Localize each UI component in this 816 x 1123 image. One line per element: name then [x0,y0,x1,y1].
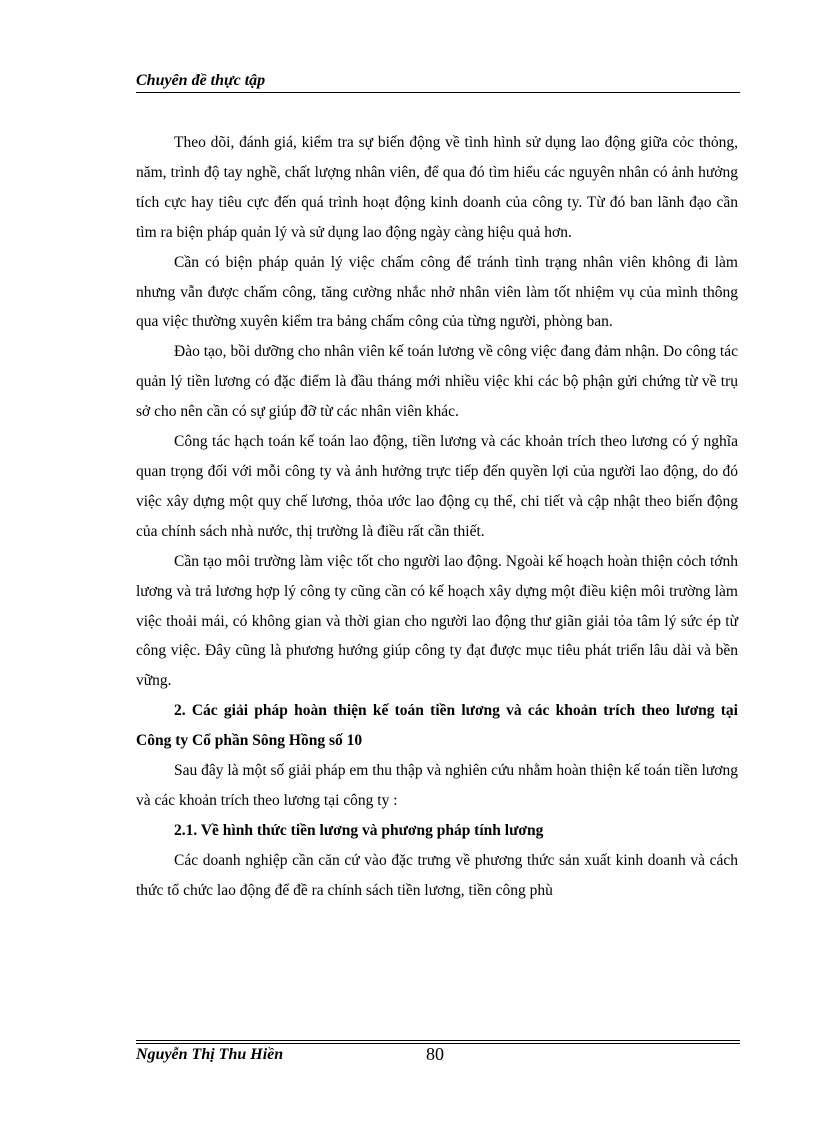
document-body [136,128,738,906]
section-intro: Sau đây là một số giải pháp em thu thập và nghiên cứu nhằm hoàn thiện kế toán tiền lương và các khoản trích theo lương tại công ty : [136,762,738,809]
subsection-text: Các doanh nghiệp cần căn cứ vào đặc trưng về phương thức sản xuất kinh doanh và cách thức tổ chức lao động để đề ra chính sách tiền lương, tiền công phù [136,851,738,899]
page-number: 80 [426,1044,444,1064]
footer-author: Nguyễn Thị Thu Hiền [136,1046,284,1063]
paragraph: Cần tạo môi trường làm việc tốt cho người lao động. Ngoài kế hoạch hoàn thiện cỏch tớnh lương và trả lương hợp lý công ty cũng cần có kế hoạch xây dựng một điều kiện môi trường làm việc thoải mái, có không gian và thời gian cho người lao động thư giãn giải tỏa tâm lý sức ép từ công việc. Đây cũng là phương hướng giúp công ty đạt được mục tiêu phát triển lâu dài và bền vững. [136,552,738,690]
paragraph: Công tác hạch toán kế toán lao động, tiền lương và các khoản trích theo lương có ý nghĩa quan trọng đối với mỗi công ty và ảnh hưởng trực tiếp đến quyền lợi của người lao động, do đó việc xây dựng một quy chế lương, thỏa ước lao động cụ thể, chi tiết và cập nhật theo biến động của chính sách nhà nước, thị trường là điều rất cần thiết. [136,433,738,540]
paragraph: Theo dõi, đánh giá, kiểm tra sự biến động về tình hình sử dụng lao động giữa cỏc thỏng, năm, trình độ tay nghề, chất lượng nhân viên, để qua đó tìm hiểu các nguyên nhân có ảnh hưởng tích cực hay tiêu cực đến quá trình hoạt động kinh doanh của công ty. Từ đó ban lãnh đạo cần tìm ra biện pháp quản lý và sử dụng lao động ngày càng hiệu quả hơn. [136,134,738,241]
footer-rule [136,1040,740,1041]
paragraph: Cần có biện pháp quản lý việc chấm công để tránh tình trạng nhân viên không đi làm nhưng vẫn được chấm công, tăng cường nhắc nhở nhân viên làm tốt nhiệm vụ của mình thông qua việc thường xuyên kiểm tra bảng chấm công của từng người, phòng ban. [136,253,738,331]
section-heading: 2. Các giải pháp hoàn thiện kế toán tiền lương và các khoản trích theo lương tại Công ty Cổ phần Sông Hồng số 10 [136,702,738,750]
subsection-heading: 2.1. Về hình thức tiền lương và phương pháp tính lương [174,821,544,839]
page-header [136,70,740,94]
header-rule [136,92,740,93]
header-title: Chuyên đề thực tập [136,72,266,89]
paragraph: Đào tạo, bồi dưỡng cho nhân viên kế toán lương về công việc đang đảm nhận. Do công tác quản lý tiền lương có đặc điểm là đầu tháng mới nhiều việc khi các bộ phận gửi chứng từ về trụ sở cho nên cần có sự giúp đỡ từ các nhân viên khác. [136,343,738,421]
